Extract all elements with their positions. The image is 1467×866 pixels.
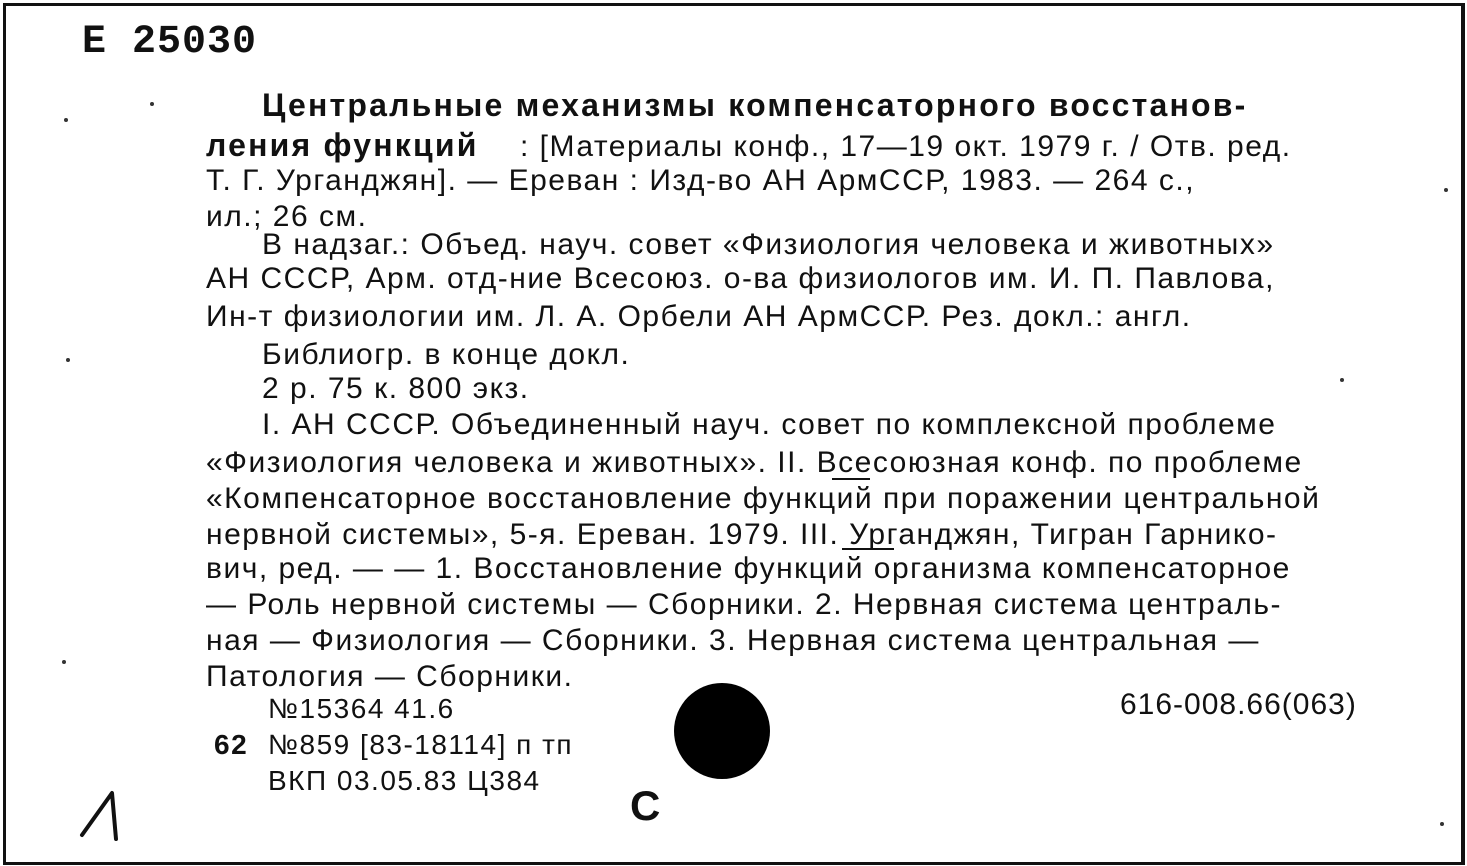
speck — [64, 118, 68, 122]
stamp-letter: С — [630, 782, 661, 829]
body-line-15: ная — Физиология — Сборники. 3. Нервная система центральная — — [206, 624, 1260, 657]
punch-hole — [674, 683, 770, 779]
body-line-14: — Роль нервной системы — Сборники. 2. Нервная система централь- — [206, 588, 1283, 621]
underline-mark — [832, 478, 870, 480]
body-line-1: : [Материалы конф., 17—19 окт. 1979 г. / Отв. ред. — [520, 130, 1292, 163]
body-line-8: 2 р. 75 к. 800 экз. — [262, 372, 530, 405]
body-line-16: Патология — Сборники. — [206, 660, 574, 693]
body-line-10: «Физиология человека и животных». II. Всесоюзная конф. по проблеме — [206, 446, 1303, 479]
speck — [150, 102, 154, 106]
footer-line-2: №859 [83-18114] п тп — [268, 729, 574, 760]
catalog-number: Е 25030 — [82, 20, 258, 65]
body-line-6: Ин-т физиологии им. Л. А. Орбели АН АрмССР. Рез. докл.: англ. — [206, 300, 1192, 333]
body-line-12: нервной системы», 5-я. Ереван. 1979. III. Урганджян, Тигран Гарнико- — [206, 518, 1278, 551]
speck — [1444, 188, 1448, 192]
body-line-13: вич, ред. — — 1. Восстановление функций организма компенсаторное — [206, 552, 1291, 585]
speck — [1340, 378, 1344, 382]
body-line-7: Библиогр. в конце докл. — [262, 338, 631, 371]
body-line-5: АН СССР, Арм. отд-ние Всесоюз. о-ва физиологов им. И. П. Павлова, — [206, 262, 1275, 295]
body-line-2: Т. Г. Урганджян]. — Ереван : Изд-во АН АрмССР, 1983. — 264 с., — [206, 164, 1196, 197]
speck — [66, 358, 70, 362]
body-line-9: I. АН СССР. Объединенный науч. совет по комплексной проблеме — [262, 408, 1277, 441]
footer-line-1: №15364 41.6 — [268, 693, 455, 724]
speck — [1440, 822, 1444, 826]
body-line-4: В надзаг.: Объед. науч. совет «Физиология человека и животных» — [262, 228, 1275, 261]
body-line-3: ил.; 26 см. — [206, 200, 368, 233]
footer-prefix: 62 — [214, 729, 249, 760]
body-line-11: «Компенсаторное восстановление функций при поражении центральной — [206, 482, 1321, 515]
title-line-1: Центральные механизмы компенсаторного восстанов- — [262, 87, 1248, 123]
footer-line-3: ВКП 03.05.83 Ц384 — [268, 765, 541, 796]
speck — [62, 660, 66, 664]
underline-mark — [842, 548, 894, 550]
udc-code: 616-008.66(063) — [1120, 688, 1357, 721]
handwritten-mark-icon — [76, 785, 136, 845]
title-line-2: ления функций — [206, 127, 479, 163]
